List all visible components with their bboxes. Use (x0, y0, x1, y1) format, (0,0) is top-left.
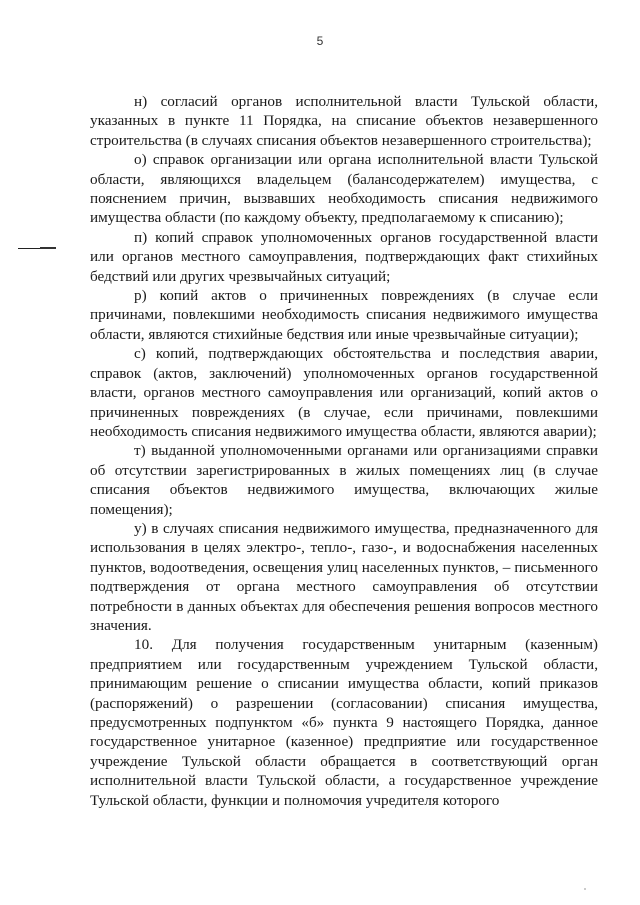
paragraph-s: с) копий, подтверждающих обстоятельства и последствия аварии, справок (актов, заключений) уполномоченных органов государственной власти, органов местного самоуправления или организаций, копий актов о причиненных повреждениях (в случае, если причинами, повлекшими необходимость списания недвижимого имущества области, являются аварии); (90, 345, 598, 440)
paragraph-u: у) в случаях списания недвижимого имущества, предназначенного для использования в целях электро-, тепло-, газо-, и водоснабжения населенных пунктов, водоотведения, освещения улиц населенных пунктов, – письменного подтверждения от органа местного самоуправления об отсутствии потребности в данных объектах для обеспечения решения вопросов местного значения. (90, 519, 598, 634)
paragraph-o: о) справок организации или органа исполнительной власти Тульской области, являющихся владельцем (балансодержателем) имущества, с пояснением причин, вызвавших необходимость списания недвижимого имущества области (по каждому объекту, предполагаемому к списанию); (90, 151, 598, 227)
paragraph-r: р) копий актов о причиненных повреждениях (в случае если причинами, повлекшими необходимость списания недвижимого имущества области, являются стихийные бедствия или иные чрезвычайные ситуации); (90, 287, 598, 343)
paragraph-10: 10. Для получения государственным унитарным (казенным) предприятием или государственным учреждением Тульской области, принимающим решение о списании имущества области, копий приказов (распоряжений) о разрешении (согласовании) списания имущества, предусмотренных подпунктом «б» пункта 9 настоящего Порядка, данное государственное унитарное (казенное) предприятие или государственное учреждение Тульской области обращается в соответствующий орган исполнительной власти Тульской области, а государственное учреждение Тульской области, функции и полномочия учредителя которого (90, 636, 598, 809)
page-number: 5 (316, 34, 324, 48)
scan-speck (584, 888, 586, 890)
paragraph-t: т) выданной уполномоченными органами или организациями справки об отсутствии зарегистрированных в жилых помещениях лиц (в случае списания объектов недвижимого имущества, включающих жилые помещения); (90, 442, 598, 518)
paragraph-n: н) согласий органов исполнительной власти Тульской области, указанных в пункте 11 Порядка, на списание объектов незавершенного строительства (в случаях списания объектов незавершенного строительства); (90, 93, 598, 149)
paragraph-p: п) копий справок уполномоченных органов государственной власти или органов местного самоуправления, подтверждающих факт стихийных бедствий или других чрезвычайных ситуаций; (90, 228, 598, 285)
margin-pen-mark (18, 248, 56, 249)
document-body (90, 92, 598, 810)
